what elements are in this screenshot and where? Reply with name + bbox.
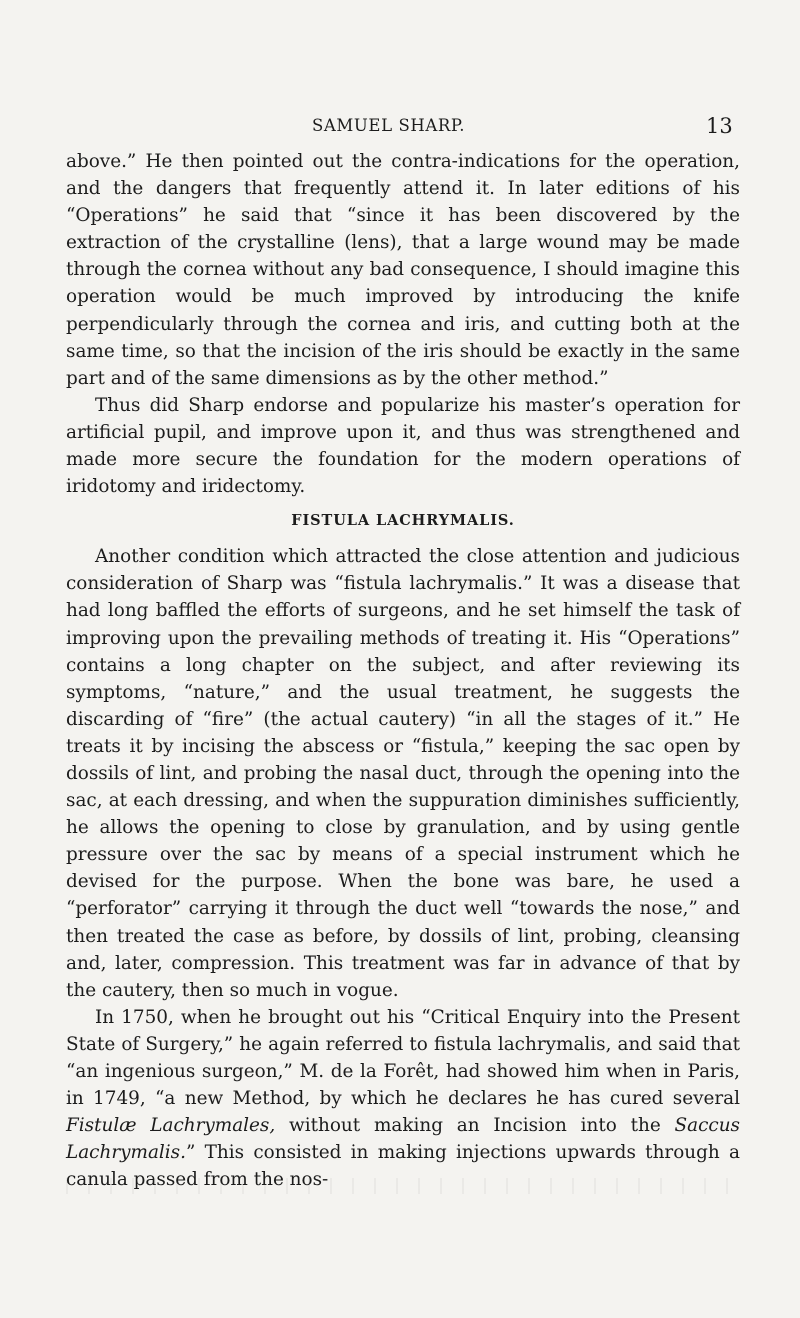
italic-fistulae-lachrymales: Fistulæ Lachrymales,: [66, 1115, 276, 1137]
paragraph-fistula-treatment: Another condition which attracted the close attention and judicious consideration of Sharp was “fistula lachrymalis.” It was a disease that had long baffled the efforts of surgeons, and he set himself the task of improving upon the prevailing methods of treating it. His “Operations” contains a long chapter on the subject, and after reviewing its symptoms, “nature,” and the usual treatment, he suggests the discarding of “fire” (the actual cautery) “in all the stages of it.” He treats it by incising the abscess or “fistula,” keeping the sac open by dossils of lint, and probing the nasal duct, through the opening into the sac, at each dressing, and when the suppuration diminishes sufficiently, he allows the opening to close by granulation, and by using gentle pressure over the sac by means of a special instrument which he devised for the purpose. When the bone was bare, he used a “perforator” carrying it through the duct well “towards the nose,” and then treated the case as before, by dossils of lint, probing, cleansing and, later, compression. This treatment was far in advance of that by the cautery, then so much in vogue.: [66, 546, 740, 1001]
bottom-print-noise: [66, 1178, 740, 1194]
italic-saccus-lachrymalis: Saccus Lachrymalis.: [66, 1115, 740, 1164]
running-header: [0, 114, 800, 138]
page-number: 13: [706, 114, 733, 138]
paragraph-artificial-pupil: Thus did Sharp endorse and popularize his master’s operation for artificial pupil, and improve upon it, and thus was strengthened and made more secure the foundation for the modern operations of iridotomy and iridectomy.: [66, 394, 740, 498]
main-text: [66, 148, 740, 1193]
paragraph-operation-contraindications: above.” He then pointed out the contra-indications for the operation, and the dangers that frequently attend it. In later editions of his “Operations” he said that “since it has been discovered by the extraction of the crystalline (lens), that a large wound may be made through the cornea without any bad consequence, I should imagine this operation would be much improved by introducing the knife perpendicularly through the cornea and iris, and cutting both at the same time, so that the incision of the iris should be exactly in the same part and of the same dimensions as by the other method.”: [66, 151, 740, 389]
section-heading-fistula-lachrymalis: FISTULA LACHRYMALIS.: [291, 512, 515, 530]
running-title: SAMUEL SHARP.: [312, 116, 466, 135]
paragraph-critical-enquiry-start: In 1750, when he brought out his “Critical Enquiry into the Present State of Surgery,” he again referred to fistula lachrymalis, and said that “an ingenious surgeon,” M. de la Forêt, had showed him when in Paris, in 1749, “a new Method, by which he declares he has cured several: [66, 1006, 740, 1110]
paragraph-critical-enquiry-middle: without making an Incision into the: [275, 1115, 675, 1137]
paragraph-critical-enquiry-end: ” This consisted in making injections upwards through a canula passed from the nos-: [66, 1142, 740, 1191]
paragraph-critical-enquiry: [66, 1004, 740, 1194]
